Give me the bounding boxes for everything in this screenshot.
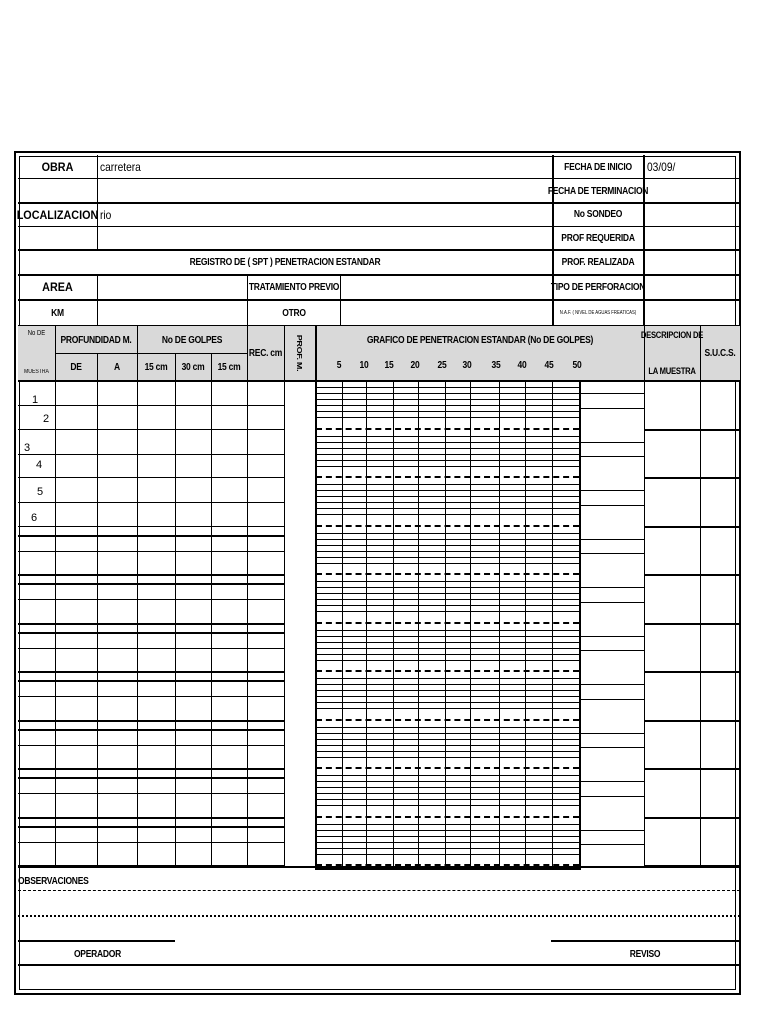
- grid-line: [316, 660, 579, 661]
- scale-tick-label: 10: [359, 359, 369, 371]
- grid-line: [644, 720, 740, 722]
- grafico-label: GRAFICO DE PENETRACION ESTANDAR (No DE GOLPES): [366, 334, 594, 346]
- muestra-label: MUESTRA: [24, 369, 49, 375]
- grid-line: [18, 623, 284, 625]
- grid-line: [18, 817, 284, 819]
- chart-border: [315, 868, 581, 870]
- golpes-15b-label: 15 cm: [217, 361, 241, 373]
- naf-label: N.A.F. ( NIVEL DE AGUAS FREATICAS): [559, 310, 637, 316]
- sample-number: 6: [31, 512, 38, 524]
- grid-line: [316, 545, 579, 546]
- grid-line: [316, 490, 579, 491]
- grid-line: [579, 844, 644, 845]
- grid-line: [316, 648, 579, 649]
- grid-line: [18, 583, 284, 585]
- grid-line: [316, 630, 579, 631]
- grid-line: [18, 826, 284, 828]
- profundidad-label: PROFUNDIDAD M.: [60, 334, 132, 346]
- grid-line: [579, 587, 644, 588]
- grid-line: [316, 654, 579, 655]
- grid-line: [316, 611, 579, 612]
- chart-dashed-line: [316, 525, 579, 527]
- grid-line: [316, 387, 579, 388]
- grid-line: [316, 587, 579, 588]
- chart-dashed-line: [316, 622, 579, 624]
- descripcion-label: DESCRIPCION DE: [640, 330, 704, 340]
- grid-line: [579, 747, 644, 748]
- sucs-label: S.U.C.S.: [704, 347, 736, 359]
- chart-dashed-line: [316, 476, 579, 478]
- reviso-label: REVISO: [629, 948, 661, 960]
- grid-line: [316, 696, 579, 697]
- grid-line: [18, 429, 284, 430]
- grid-line: [644, 671, 740, 673]
- grid-line: [18, 793, 284, 794]
- grid-line: [316, 642, 579, 643]
- scale-tick-label: 5: [336, 359, 342, 371]
- grid-line: [316, 684, 579, 685]
- operador-label: OPERADOR: [73, 948, 122, 960]
- grid-line: [579, 796, 644, 797]
- grid-line: [316, 733, 579, 734]
- grid-line: [316, 399, 579, 400]
- grid-line: [644, 429, 740, 431]
- grid-line: [316, 508, 579, 509]
- sample-number: 2: [43, 413, 50, 425]
- otro-label: OTRO: [282, 307, 306, 319]
- grid-line: [316, 581, 579, 582]
- scale-tick-label: 50: [572, 359, 582, 371]
- grid-line: [18, 680, 284, 682]
- grid-line: [579, 699, 644, 700]
- grid-line: [18, 720, 284, 722]
- scale-tick-label: 45: [544, 359, 554, 371]
- grid-line: [316, 775, 579, 776]
- sample-number: 5: [37, 486, 44, 498]
- grid-line: [579, 490, 644, 491]
- grid-line: [316, 678, 579, 679]
- localizacion-label: LOCALIZACION: [16, 207, 99, 222]
- obra-label: OBRA: [41, 160, 74, 174]
- a-label: A: [114, 361, 120, 373]
- scale-tick-label: 40: [517, 359, 527, 371]
- sample-number: 3: [24, 442, 31, 454]
- grid-line: [18, 696, 284, 697]
- grid-line: [316, 757, 579, 758]
- grid-line: [316, 496, 579, 497]
- grid-line: [316, 848, 579, 849]
- grid-line: [18, 842, 284, 843]
- grid-line: [316, 636, 579, 637]
- grid-line: [18, 526, 284, 527]
- grid-line: [18, 777, 284, 779]
- grid-line: [579, 456, 644, 457]
- grid-line: [644, 574, 740, 576]
- no-sondeo-label: No SONDEO: [573, 209, 623, 220]
- sample-number: 1: [32, 394, 39, 406]
- grid-line: [579, 636, 644, 637]
- chart-dashed-line: [316, 816, 579, 818]
- area-label: AREA: [42, 280, 73, 294]
- scale-tick-label: 35: [491, 359, 501, 371]
- grid-line: [316, 551, 579, 552]
- grid-line: [579, 408, 644, 409]
- grid-line: [18, 648, 284, 649]
- scale-tick-label: 15: [384, 359, 394, 371]
- sample-number: 4: [36, 459, 43, 471]
- grid-line: [316, 830, 579, 831]
- grid-line: [316, 854, 579, 855]
- grid-line: [18, 535, 284, 537]
- grid-line: [579, 602, 644, 603]
- grid-line: [316, 824, 579, 825]
- grid-line: [316, 533, 579, 534]
- grid-line: [316, 599, 579, 600]
- grid-line: [579, 830, 644, 831]
- grid-line: [316, 411, 579, 412]
- grid-line: [316, 605, 579, 606]
- grid-line: [316, 787, 579, 788]
- chart-dashed-line: [316, 719, 579, 721]
- grid-line: [316, 739, 579, 740]
- fecha-inicio-label: FECHA DE INICIO: [564, 161, 632, 173]
- grid-line: [316, 502, 579, 503]
- grid-line: [644, 477, 740, 479]
- grid-line: [644, 623, 740, 625]
- grid-line: [644, 768, 740, 770]
- grid-line: [316, 557, 579, 558]
- grid-line: [316, 460, 579, 461]
- grid-line: [579, 393, 644, 394]
- grid-line: [316, 708, 579, 709]
- grid-line: [316, 799, 579, 800]
- grid-line: [18, 405, 284, 406]
- no-golpes-label: No DE GOLPES: [161, 334, 223, 346]
- grid-line: [316, 514, 579, 515]
- chart-dashed-line: [316, 767, 579, 769]
- grid-line: [18, 729, 284, 731]
- grid-line: [316, 563, 579, 564]
- grid-line: [316, 442, 579, 443]
- grid-line: [316, 436, 579, 437]
- golpes-30-label: 30 cm: [181, 361, 205, 373]
- grid-line: [316, 454, 579, 455]
- grid-line: [316, 393, 579, 394]
- grid-line: [579, 553, 644, 554]
- grid-line: [579, 539, 644, 540]
- scale-tick-label: 20: [410, 359, 420, 371]
- grid-line: [316, 842, 579, 843]
- chart-dashed-line: [316, 573, 579, 575]
- grid-line: [18, 574, 284, 576]
- tratamiento-label: TRATAMIENTO PREVIO: [248, 281, 340, 293]
- prof-m-label: PROF. M.: [295, 334, 304, 372]
- grid-line: [644, 817, 740, 819]
- grid-line: [579, 733, 644, 734]
- grid-line: [579, 684, 644, 685]
- grid-line: [316, 448, 579, 449]
- grid-line: [316, 690, 579, 691]
- golpes-15a-label: 15 cm: [144, 361, 168, 373]
- grid-line: [316, 593, 579, 594]
- registro-title: REGISTRO DE ( SPT ) PENETRACION ESTANDAR: [189, 257, 381, 268]
- grid-line: [316, 484, 579, 485]
- grid-line: [579, 781, 644, 782]
- rec-label: REC. cm: [248, 347, 283, 359]
- grid-line: [18, 551, 284, 552]
- no-de-label: No DE: [27, 329, 46, 337]
- observaciones-label: OBSERVACIONES: [18, 876, 89, 887]
- grid-line: [284, 381, 285, 866]
- grid-line: [316, 539, 579, 540]
- grid-line: [18, 502, 284, 503]
- grid-line: [18, 768, 284, 770]
- grid-line: [316, 781, 579, 782]
- grid-line: [316, 751, 579, 752]
- grid-line: [644, 526, 740, 528]
- grid-line: [316, 805, 579, 806]
- tipo-perforacion-label: TIPO DE PERFORACION: [550, 281, 646, 293]
- localizacion-value[interactable]: rio: [100, 207, 112, 222]
- grid-line: [18, 599, 284, 600]
- grid-line: [18, 477, 284, 478]
- fecha-terminacion-label: FECHA DE TERMINACION: [547, 185, 649, 197]
- grid-line: [316, 466, 579, 467]
- de-label: DE: [70, 361, 82, 373]
- scale-tick-label: 25: [437, 359, 447, 371]
- grid-line: [316, 702, 579, 703]
- grid-line: [316, 836, 579, 837]
- chart-dashed-line: [316, 428, 579, 430]
- grid-line: [18, 745, 284, 746]
- prof-realizada-label: PROF. REALIZADA: [561, 257, 635, 268]
- grid-line: [18, 671, 284, 673]
- grid-line: [579, 650, 644, 651]
- grid-line: [579, 505, 644, 506]
- grid-line: [316, 793, 579, 794]
- grid-line: [579, 442, 644, 443]
- grid-line: [18, 632, 284, 634]
- prof-m-label-wrap: [286, 326, 312, 380]
- obra-value[interactable]: carretera: [100, 160, 141, 174]
- grid-line: [316, 727, 579, 728]
- grid-line: [18, 454, 284, 455]
- scale-tick-label: 30: [462, 359, 472, 371]
- grid-line: [316, 417, 579, 418]
- grid-line: [316, 745, 579, 746]
- prof-requerida-label: PROF REQUERIDA: [561, 232, 635, 244]
- la-muestra-label: LA MUESTRA: [648, 366, 696, 376]
- km-label: KM: [51, 307, 64, 319]
- fecha-inicio-value[interactable]: 03/09/: [647, 160, 676, 174]
- grid-line: [316, 405, 579, 406]
- chart-dashed-line: [316, 670, 579, 672]
